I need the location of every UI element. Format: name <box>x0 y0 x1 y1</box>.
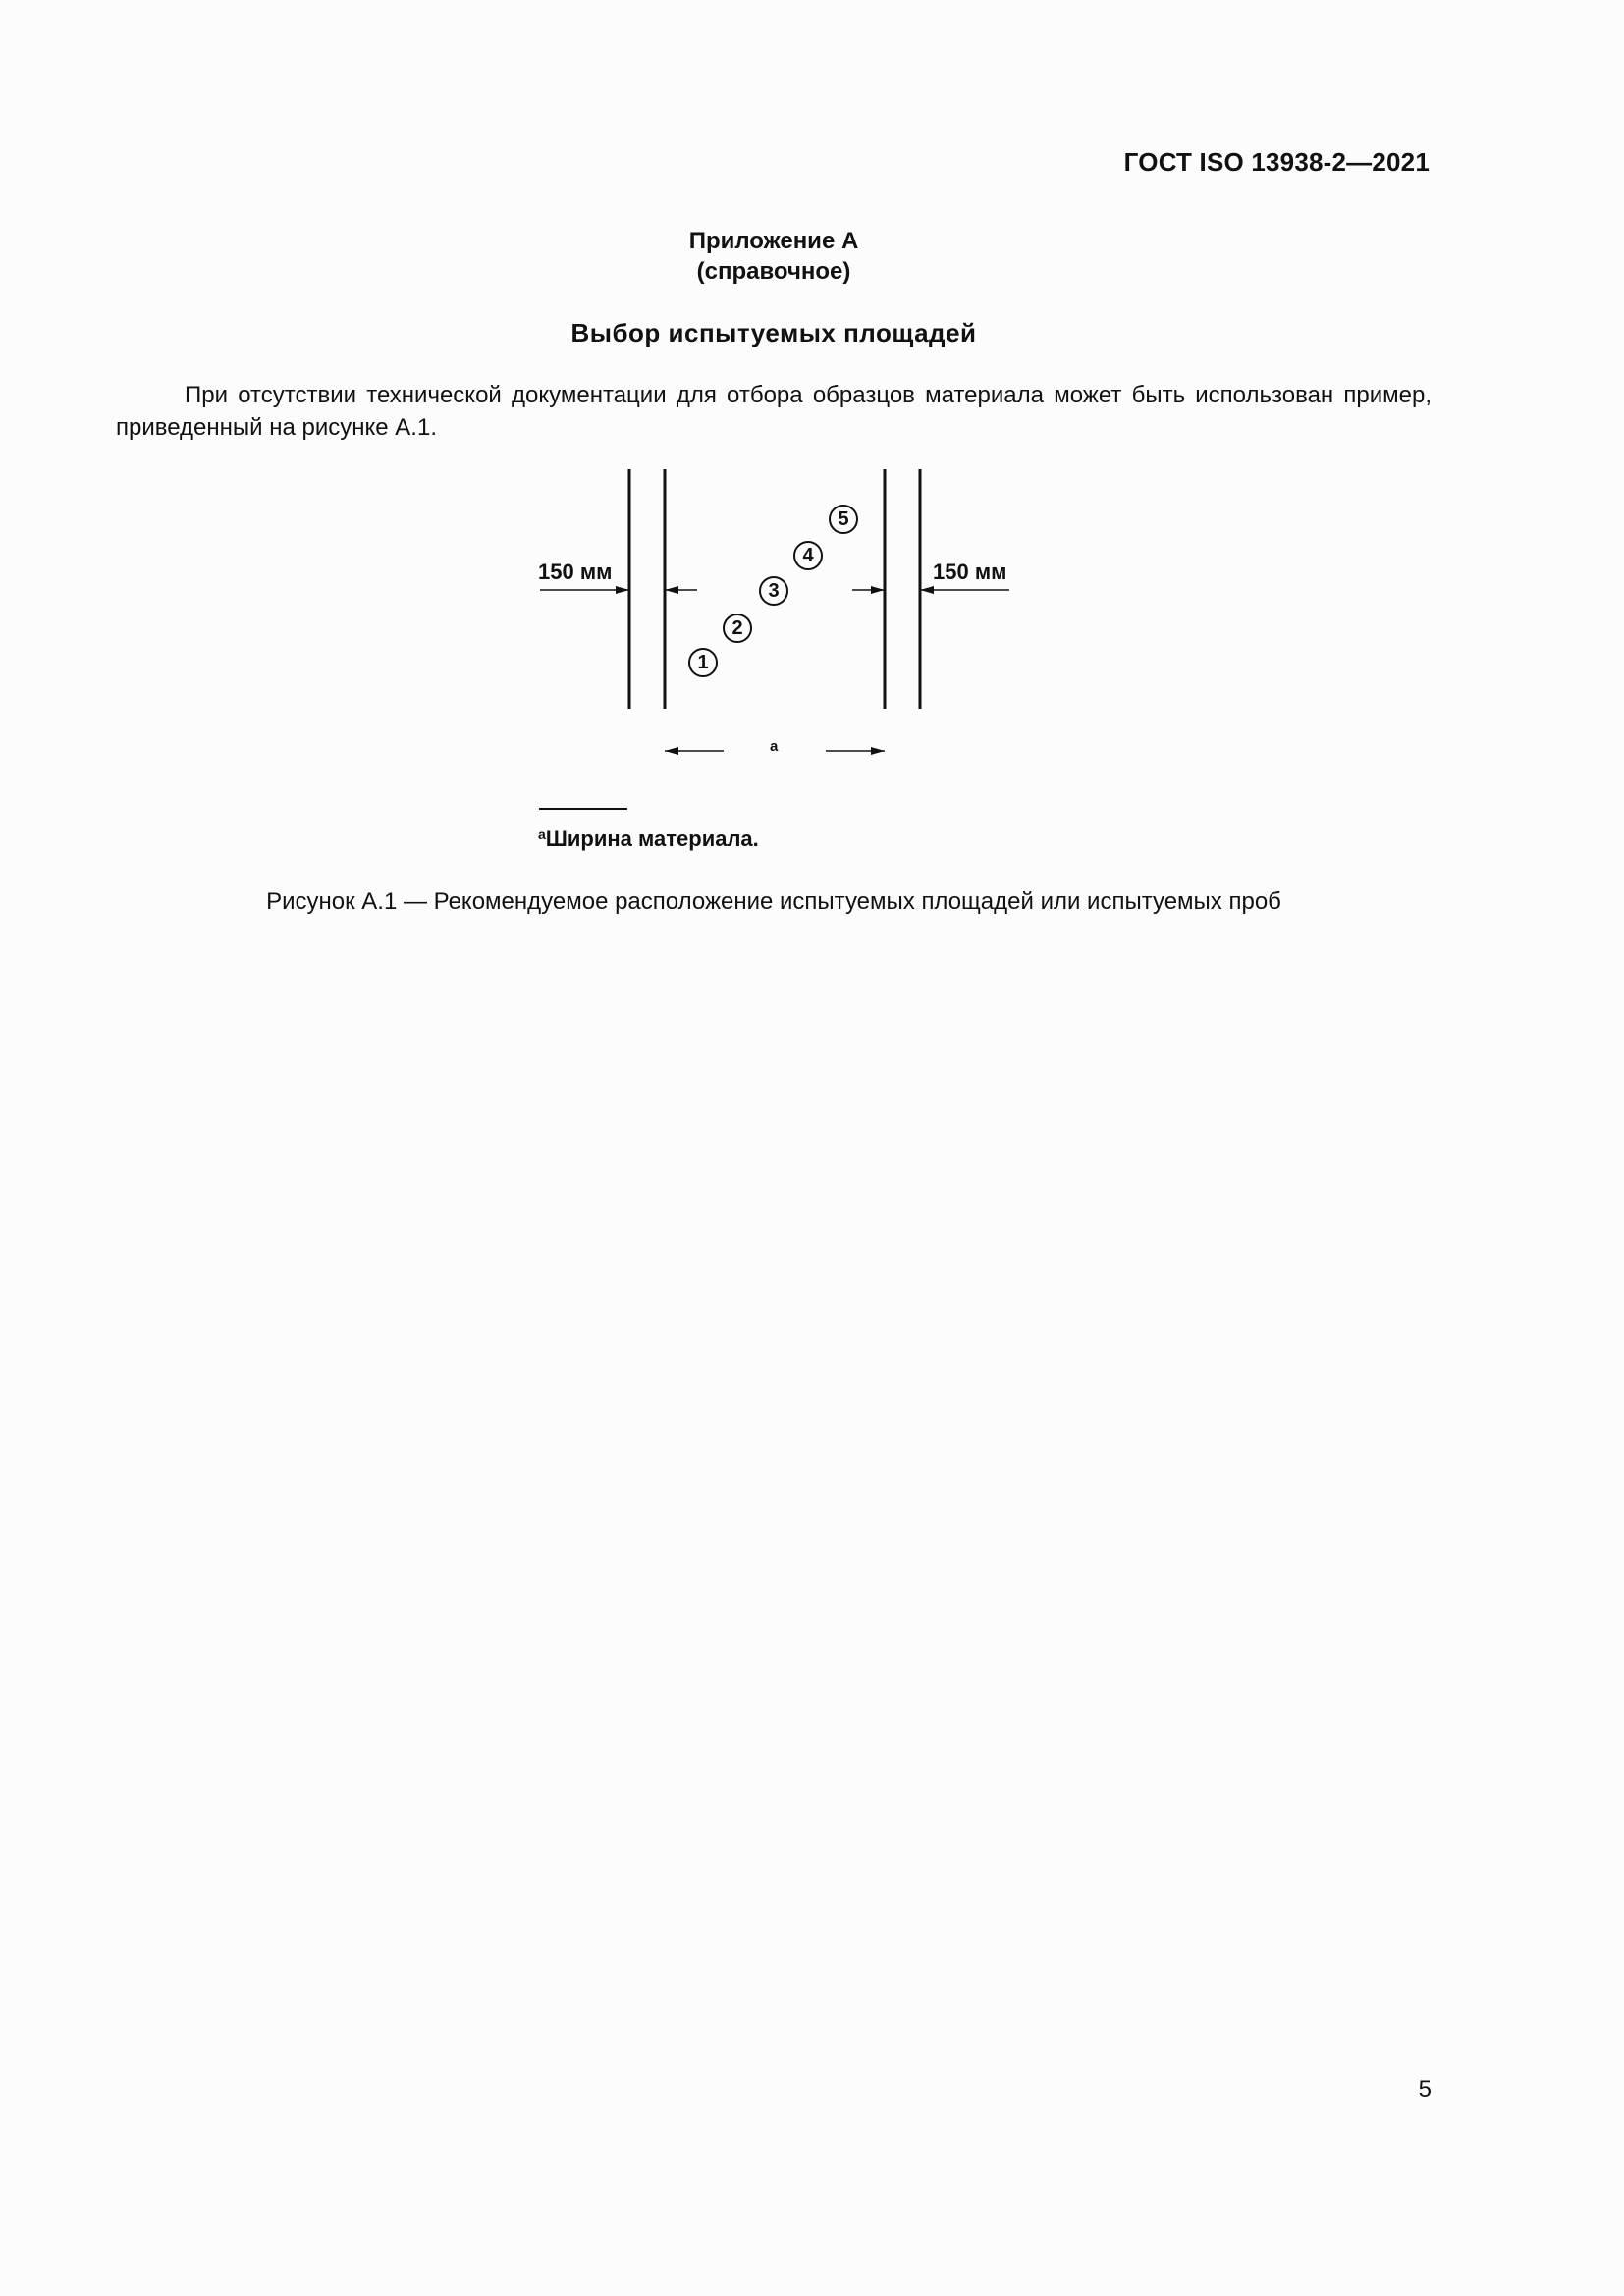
test-area-marker: 3 <box>759 576 788 606</box>
width-label: a <box>770 738 779 755</box>
footnote-mark: a <box>538 827 546 842</box>
test-area-marker: 4 <box>793 541 823 570</box>
test-area-marker: 1 <box>688 648 718 677</box>
figure-caption: Рисунок А.1 — Рекомендуемое расположение испытуемых площадей или испытуемых проб <box>266 888 1281 915</box>
figure-drawing <box>530 461 1041 785</box>
left-margin-label: 150 мм <box>538 560 613 584</box>
footnote-text: Ширина материала. <box>545 827 759 851</box>
appendix-title: Приложение А <box>688 228 859 254</box>
body-paragraph: При отсутствии технической документации для отбора образцов материала может быть использован пример, приведенный на рисунке А.1. <box>116 382 1432 441</box>
section-title: Выбор испытуемых площадей <box>570 318 977 347</box>
right-margin-label: 150 мм <box>933 560 1007 584</box>
appendix-heading <box>0 226 1547 287</box>
figure-a1 <box>530 461 1041 785</box>
appendix-type: (справочное) <box>696 258 851 285</box>
document-header: ГОСТ ISO 13938-2—2021 <box>1123 147 1430 177</box>
footnote-rule <box>539 808 627 810</box>
figure-footnote <box>538 827 759 852</box>
test-area-marker: 2 <box>723 614 752 643</box>
page-number: 5 <box>1418 2076 1432 2103</box>
test-area-marker: 5 <box>829 505 858 534</box>
